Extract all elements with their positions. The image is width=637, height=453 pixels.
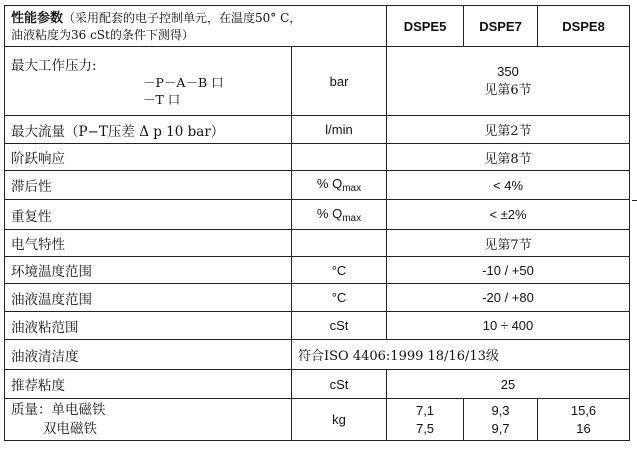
repeatability-unit-prefix: % Q [316, 205, 343, 221]
recommended-viscosity-label: 推荐粘度 [5, 370, 292, 399]
row-viscosity-range [5, 312, 630, 340]
performance-spec-table [4, 5, 630, 441]
step-response-unit [292, 144, 387, 171]
row-max-pressure [5, 47, 630, 116]
mass-dspe5-cell [387, 399, 464, 441]
mass-dspe8-cell [538, 399, 630, 441]
fluid-temp-unit: °C [292, 284, 387, 312]
mass-label-double: 双电磁铁 [43, 420, 97, 437]
ambient-temp-unit: °C [292, 257, 387, 284]
fluid-temp-label: 油液温度范围 [5, 284, 292, 312]
header-title: 性能参数 [11, 9, 64, 25]
mass-unit: kg [292, 399, 387, 441]
recommended-viscosity-value: 25 [387, 370, 630, 399]
step-response-value: 见第8节 [387, 144, 630, 171]
row-hysteresis [5, 171, 630, 200]
electrical-value: 见第7节 [387, 230, 630, 257]
mass-dspe8-double: 16 [576, 420, 591, 436]
mass-dspe8-single: 15,6 [570, 402, 597, 418]
row-ambient-temp [5, 257, 630, 284]
electrical-label: 电气特性 [5, 230, 292, 257]
header-label-cell [5, 6, 387, 47]
mass-dspe7-double: 9,7 [491, 420, 510, 436]
model-header-dspe5: DSPE5 [387, 6, 464, 47]
model-header-dspe8: DSPE8 [538, 6, 630, 47]
repeatability-label: 重复性 [5, 200, 292, 230]
row-electrical [5, 230, 630, 257]
repeatability-value: < ±2% [387, 200, 630, 230]
repeatability-unit [292, 200, 387, 230]
max-flow-label: 最大流量（P−T压差 Δ p 10 bar） [5, 116, 292, 144]
edge-tick-mark [632, 200, 637, 201]
hysteresis-unit [292, 171, 387, 200]
hysteresis-unit-sub: max [342, 183, 362, 194]
max-pressure-value: 350 [497, 63, 519, 79]
cleanliness-value: 符合ISO 4406:1999 18/16/13级 [292, 340, 630, 370]
row-repeatability [5, 200, 630, 230]
model-header-dspe7: DSPE7 [464, 6, 538, 47]
max-pressure-unit: bar [292, 47, 387, 116]
header-note-line2: 油液粘度为36 cSt的条件下测得） [11, 27, 194, 42]
max-flow-value: 见第2节 [387, 116, 630, 144]
electrical-unit [292, 230, 387, 257]
fluid-temp-value: -20 / +80 [387, 284, 630, 312]
max-pressure-value-cell [387, 47, 630, 116]
mass-dspe7-cell [464, 399, 538, 441]
port-line-t: －T 口 [143, 92, 181, 107]
port-line-pab: －P－A－B 口 [143, 75, 224, 90]
row-recommended-viscosity [5, 370, 630, 399]
ambient-temp-label: 环境温度范围 [5, 257, 292, 284]
header-note-line1: （采用配套的电子控制单元，在温度50° C， [63, 10, 302, 25]
max-pressure-ref: 见第6节 [484, 82, 532, 98]
row-step-response [5, 144, 630, 171]
mass-dspe5-double: 7,5 [415, 420, 435, 436]
repeatability-unit-sub: max [342, 212, 362, 224]
mass-dspe7-single: 9,3 [491, 402, 510, 418]
hysteresis-label: 滞后性 [5, 171, 292, 200]
max-pressure-label-cell [5, 47, 292, 116]
hysteresis-unit-prefix: % Q [316, 176, 343, 191]
step-response-label: 阶跃响应 [5, 144, 292, 171]
row-max-flow [5, 116, 630, 144]
viscosity-range-value: 10 ÷ 400 [387, 312, 630, 340]
max-flow-unit: l/min [292, 116, 387, 144]
viscosity-range-unit: cSt [292, 312, 387, 340]
max-pressure-label: 最大工作压力: [11, 58, 97, 74]
row-cleanliness [5, 340, 630, 370]
header-row [5, 6, 630, 47]
mass-dspe5-single: 7,1 [415, 402, 435, 418]
mass-label-cell [5, 399, 292, 441]
recommended-viscosity-unit: cSt [292, 370, 387, 399]
row-mass [5, 399, 630, 441]
row-fluid-temp [5, 284, 630, 312]
cleanliness-label: 油液清洁度 [5, 340, 292, 370]
mass-label-single: 质量：单电磁铁 [11, 401, 106, 418]
hysteresis-value: < 4% [387, 171, 630, 200]
ambient-temp-value: -10 / +50 [387, 257, 630, 284]
viscosity-range-label: 油液粘范围 [5, 312, 292, 340]
